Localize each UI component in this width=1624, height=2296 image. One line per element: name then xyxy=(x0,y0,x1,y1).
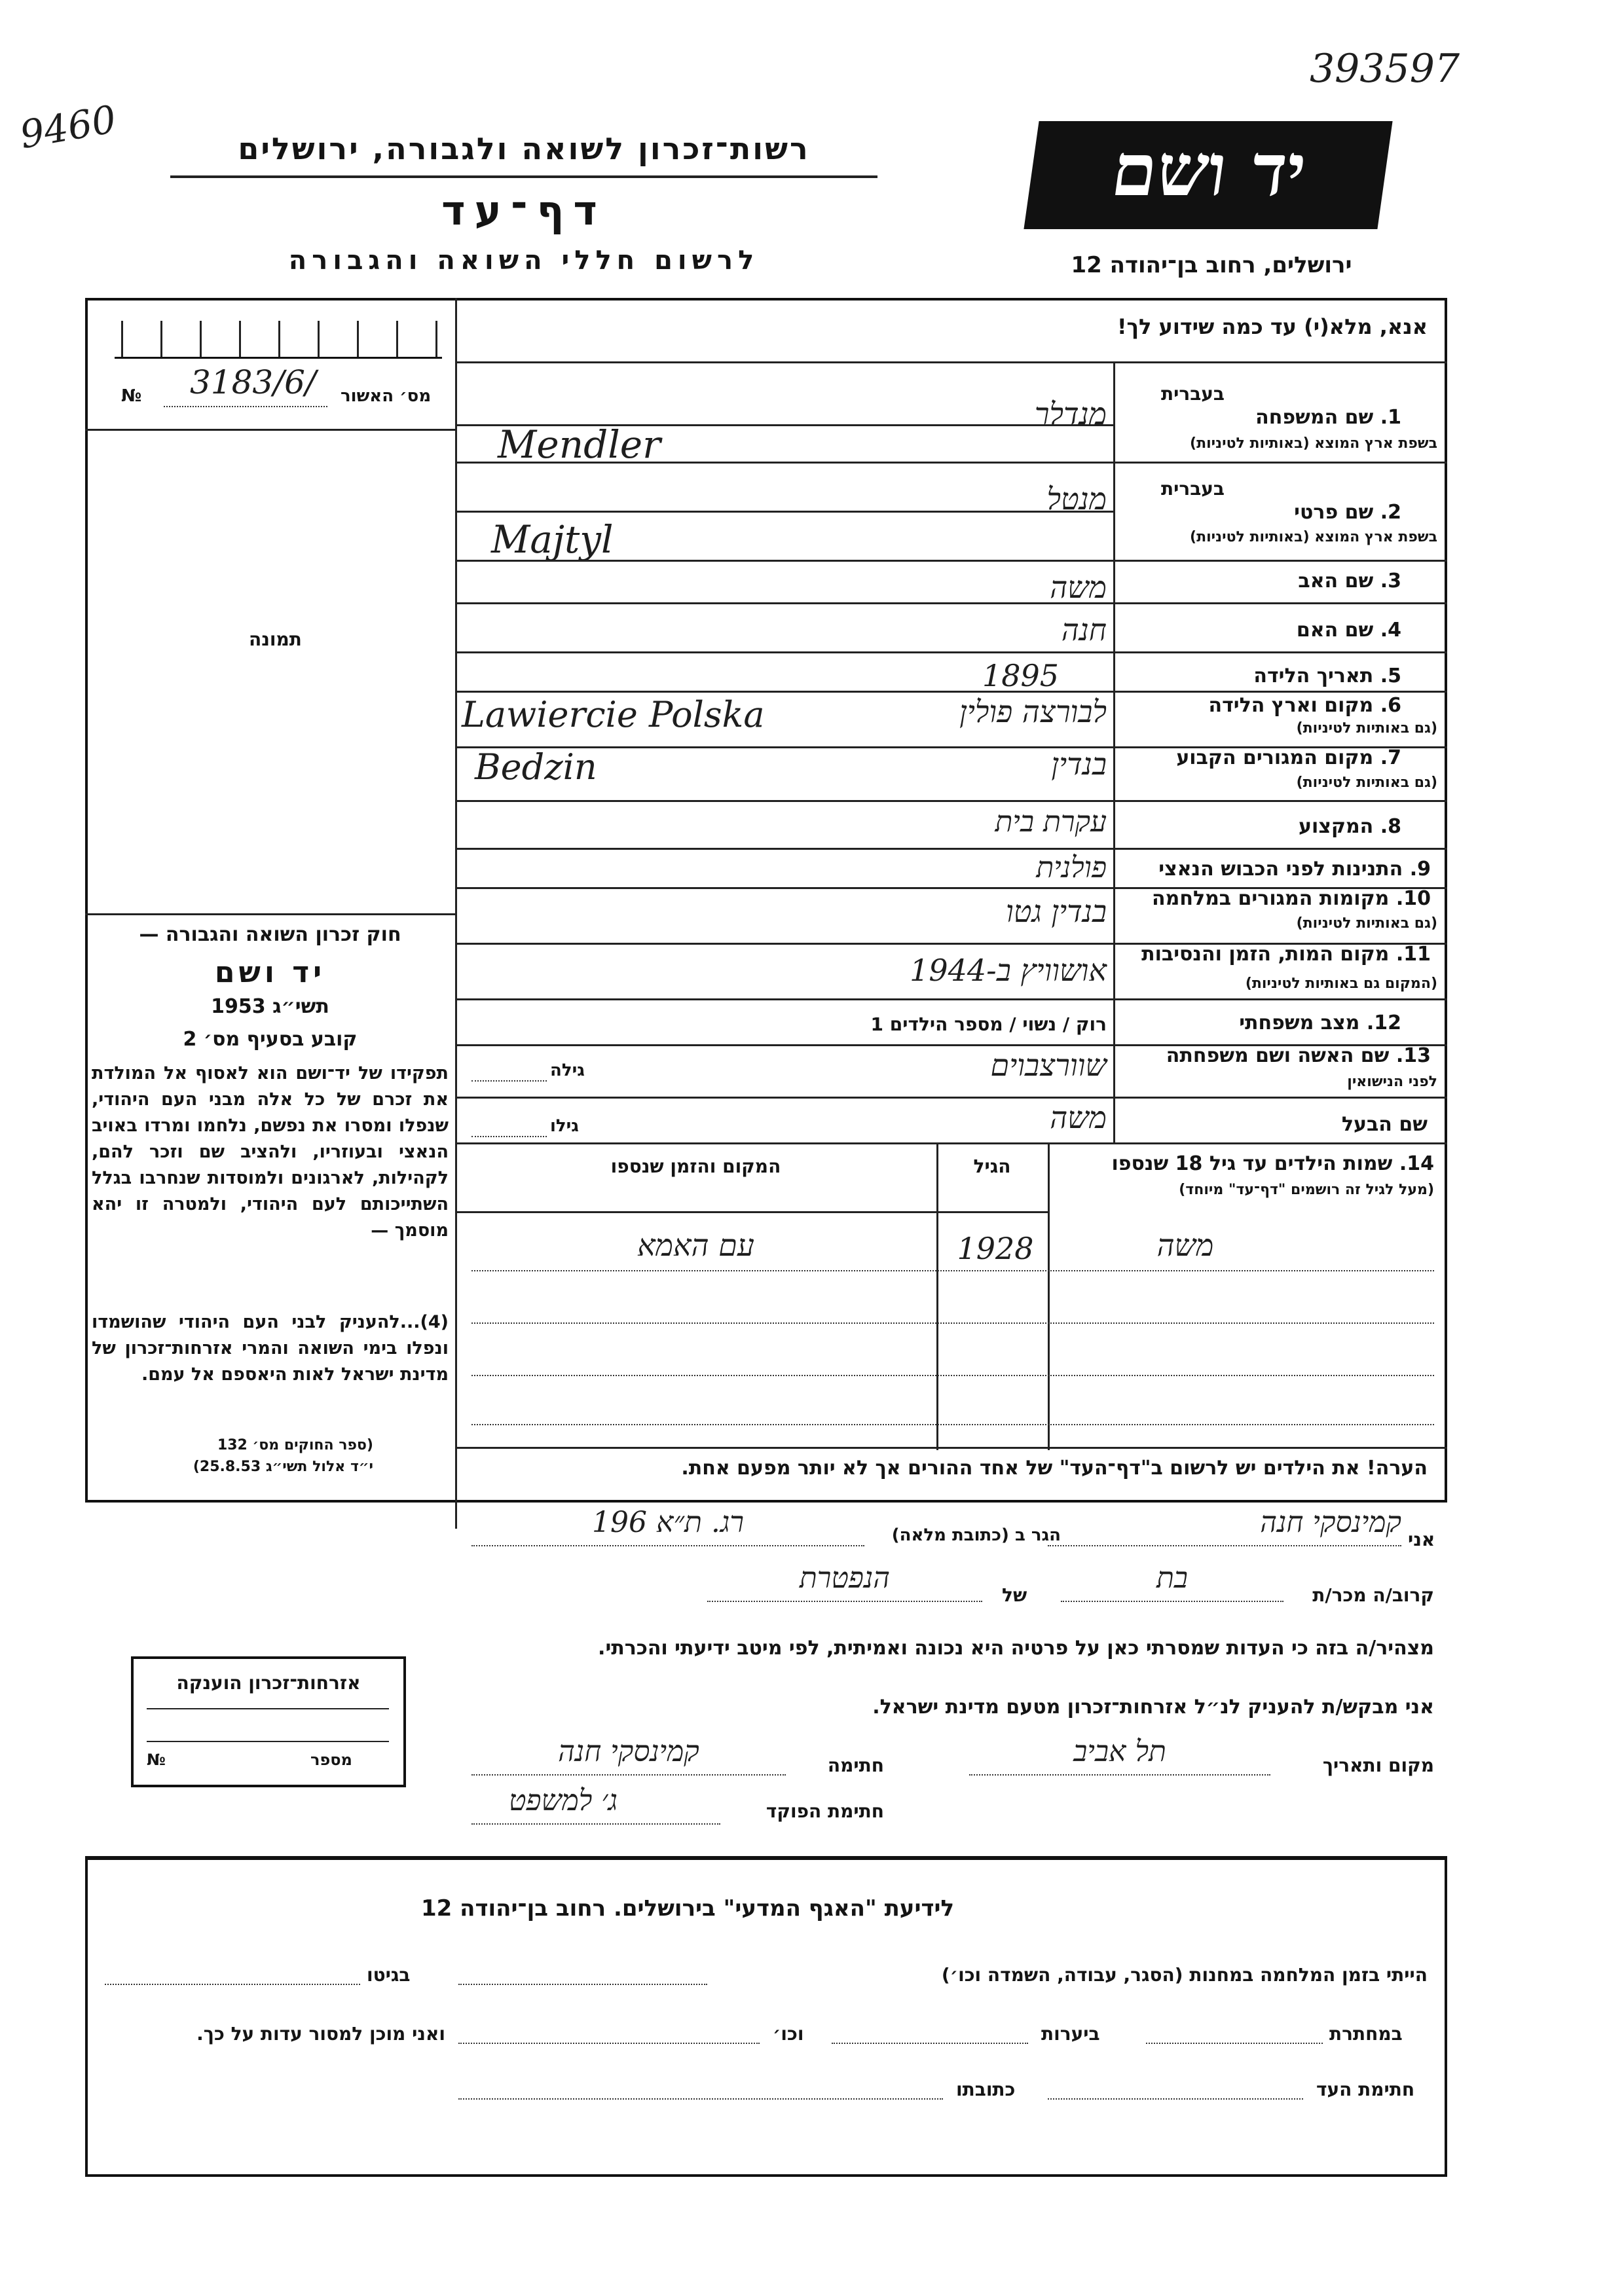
husband-label: שם הבעל xyxy=(1341,1113,1428,1136)
request-text: אני מבקש/ת להעניק לנ״ל אזרחות־זכרון מטעם מדינת ישראל. xyxy=(872,1696,1434,1719)
field-13-label: 13. שם האשה ושם משפחתה xyxy=(1166,1044,1431,1067)
official-signature: ג׳ למשפט xyxy=(508,1784,618,1817)
stamp-no-sign: № xyxy=(147,1751,166,1769)
child-1-name: משה xyxy=(1156,1228,1214,1263)
field-10-value: בנדין גטו xyxy=(1005,894,1107,929)
place-date-label: מקום ותאריך xyxy=(1322,1755,1434,1776)
left-column-divider xyxy=(455,298,457,1529)
org-line: רשות־זכרון לשואה ולגבורה, ירושלים xyxy=(238,131,810,166)
signature-value: קמינסקי חנה xyxy=(558,1735,699,1768)
children-place-header: המקום והזמן שנספו xyxy=(610,1156,781,1177)
etc-label: וכו׳ xyxy=(773,2023,804,2045)
field-12-value: רוק / נשוי / מספר הילדים 1 xyxy=(870,1013,1107,1035)
field-7-latin-value: Bedzin xyxy=(475,746,597,788)
law-source-2: י״ד אלול תשי״ג 25.8.53) xyxy=(193,1459,373,1475)
field-1-label: 1. שם המשפחה xyxy=(1255,406,1401,429)
field-2-hebrew-value: מנטל xyxy=(1046,481,1107,517)
field-7-rule xyxy=(455,800,1447,802)
doc-title: דף־עד xyxy=(441,187,606,234)
child-1-age: 1928 xyxy=(957,1231,1034,1266)
note-text: הערה! את הילדים יש לרשום ב"דף־העד" של אחד ההורים אך לא יותר מפעם אחת. xyxy=(681,1457,1428,1480)
relation-line xyxy=(1061,1601,1283,1602)
law-heading: חוק זכרון השואה והגבורה — xyxy=(139,923,401,946)
in-hebrew-label-1: בעברית xyxy=(1160,383,1225,405)
child-1-place: עם האמא xyxy=(637,1228,754,1263)
field-6-label: 6. מקום וארץ הלידה xyxy=(1208,694,1401,717)
etc-line xyxy=(458,2043,760,2044)
relation-value: בת xyxy=(1156,1561,1189,1595)
witness-signature-line xyxy=(1048,2098,1303,2100)
law-name: יד ושם xyxy=(214,956,326,989)
field-4-value: חנה xyxy=(1061,612,1107,647)
place-date-line xyxy=(969,1774,1270,1776)
place-date-value: תל אביב xyxy=(1073,1735,1166,1768)
signature-line xyxy=(471,1774,786,1776)
field-11-sub: (המקום גם באותיות לטיניות) xyxy=(1245,975,1437,992)
field-11-rule xyxy=(455,998,1447,1000)
witness-address-line xyxy=(458,2098,943,2100)
field-5-label: 5. תאריך הלידה xyxy=(1253,665,1401,687)
relation-label: קרוב/ה מכר/ת xyxy=(1312,1584,1434,1606)
yad-vashem-logo xyxy=(1024,121,1392,229)
official-line xyxy=(471,1823,720,1825)
law-box-top-rule xyxy=(85,913,455,915)
husband-rule xyxy=(455,1142,1447,1144)
intro-text: אנא, מלא(י) עד כמה שידוע לך! xyxy=(1116,314,1428,339)
margin-mark: 9460 xyxy=(16,96,120,158)
declarant-address: רג. ת״א 196 xyxy=(591,1506,745,1539)
field-1-latin-value: Mendler xyxy=(498,422,661,467)
footer-line1-fill xyxy=(458,1984,707,1985)
stamp-line-1 xyxy=(147,1708,389,1709)
field-8-rule xyxy=(455,848,1447,850)
ghetto-line xyxy=(105,1984,360,1985)
field-9-value: פולנית xyxy=(1036,851,1107,884)
field-8-value: עקרת בית xyxy=(995,805,1107,839)
law-section: קובע בסעיף מס׳ 2 xyxy=(183,1028,358,1051)
law-body: תפקידו של יד־ושם הוא לאסוף אל המולדת את זכרם של כל אלה מבני העם היהודי, שנפלו ומסרו את נפשם, נלחמו ומרדו באויב הנאצי ובעוזריו, ולהציב שם וזכר להם, לקהילות, לארגונים ולמוסדות שנחרבו בגלל השתייכותם לעם היהודי, ולמטרה זו יהא מוסמך — xyxy=(92,1063,449,1241)
witness-address-label: כתובתו xyxy=(956,2079,1016,2100)
field-3-rule xyxy=(455,602,1447,604)
field-3-value: משה xyxy=(1050,570,1107,605)
in-hebrew-label-2: בעברית xyxy=(1160,478,1225,500)
underground-line xyxy=(1146,2043,1323,2044)
of-line xyxy=(707,1601,982,1602)
children-sub: (מעל לגיל זה רושמים "דף־עד" מיוחד) xyxy=(1179,1182,1434,1198)
law-source-1: (ספר החוקים מס׳ 132 xyxy=(217,1437,373,1453)
field-2-label: 2. שם פרטי xyxy=(1294,501,1401,524)
children-row-line-3 xyxy=(471,1375,1434,1376)
children-label: 14. שמות הילדים עד גיל 18 שנספו xyxy=(1111,1152,1434,1175)
address: ירושלים, רחוב בן־יהודה 12 xyxy=(1071,252,1352,278)
of-name: הנפטרת xyxy=(799,1561,891,1595)
field-13-rule xyxy=(455,1097,1447,1099)
field-13-age-label: גילה xyxy=(550,1061,585,1080)
of-label: של xyxy=(1002,1584,1027,1606)
children-row-line-4 xyxy=(471,1424,1434,1425)
ghetto-label: בגיטו xyxy=(367,1964,411,1986)
husband-value: משה xyxy=(1050,1100,1107,1135)
declarant-address-line xyxy=(471,1545,864,1546)
children-col-divider-1 xyxy=(1048,1142,1050,1450)
field-5-value: 1895 xyxy=(982,658,1060,693)
husband-age-line xyxy=(471,1136,547,1137)
field-1-hebrew-value: מנדלר xyxy=(1034,396,1107,431)
field-2-rule-b xyxy=(455,560,1447,562)
approval-no-sign: № xyxy=(121,386,142,406)
children-row-line-1 xyxy=(471,1270,1434,1271)
field-5-rule xyxy=(455,691,1447,693)
field-2-latin-value: Majtyl xyxy=(491,517,614,562)
children-col-divider-2 xyxy=(936,1142,938,1450)
children-header-rule xyxy=(455,1211,1048,1213)
footer-heading: לידיעת "האגף המדעי" בירושלים. רחוב בן־יהודה 12 xyxy=(420,1895,955,1922)
field-4-label: 4. שם האם xyxy=(1296,619,1401,642)
declaration-text: מצהיר/ה בזה כי העדות שמסרתי כאן על פרטיה היא נכונה ואמיתית, לפי מיטב ידיעתי והכרתי. xyxy=(598,1637,1434,1660)
field-10-label: 10. מקומות המגורים במלחמה xyxy=(1152,887,1431,910)
witness-signature-label: חתימת העד xyxy=(1316,2079,1415,2100)
field-10-sub: (גם באותיות לטיניות) xyxy=(1296,915,1437,932)
field-11-label: 11. מקום המות, הזמן והנסיבות xyxy=(1141,943,1431,966)
field-12-label: 12. מצב משפחתי xyxy=(1239,1011,1401,1034)
testimony-text: ואני מוכן למסור עדות על כך. xyxy=(196,2023,445,2045)
intro-divider xyxy=(455,361,1447,363)
archive-number: 393597 xyxy=(1310,46,1460,92)
declarant-i-label: אני xyxy=(1408,1529,1435,1550)
stamp-line-2 xyxy=(147,1741,389,1742)
field-1-sub: בשפת ארץ המוצא (באותיות לטיניות) xyxy=(1190,435,1437,452)
field-6-hebrew-value: לבורצה פולין xyxy=(959,694,1107,729)
law-year: תשי״ג 1953 xyxy=(211,995,329,1018)
declarant-name-line xyxy=(1048,1545,1401,1546)
header-underline xyxy=(170,175,877,178)
approval-label: מס׳ האשור xyxy=(341,386,432,406)
field-2-rule-a xyxy=(455,511,1113,513)
approval-tick-boxes xyxy=(115,321,442,359)
footer-line1: הייתי בזמן המלחמה במחנות (הסגר, עבודה, השמדה וכו׳) xyxy=(941,1964,1428,1986)
forests-line xyxy=(832,2043,1028,2044)
field-6-latin-value: Lawiercie Polska xyxy=(462,694,765,735)
stamp-title: אזרחות־זכרון הוענקה xyxy=(176,1672,361,1694)
field-4-rule xyxy=(455,651,1447,653)
field-9-label: 9. התנינות לפני הכבוש הנאצי xyxy=(1158,858,1431,881)
doc-subtitle: לרשום חללי השואה והגבורה xyxy=(288,246,760,276)
stamp-number-label: מספר xyxy=(310,1751,352,1769)
husband-age-label: גילו xyxy=(550,1116,579,1136)
field-13-sub: לפני הנישואין xyxy=(1347,1074,1437,1090)
forests-label: ביערות xyxy=(1041,2023,1100,2045)
field-7-hebrew-value: בנדין xyxy=(1051,746,1107,782)
logo-text: יד ושם xyxy=(1106,128,1312,212)
declarant-name: קמינסקי חנה xyxy=(1260,1506,1401,1539)
underground-label: במחתרת xyxy=(1329,2023,1403,2045)
approval-value: 3183/6/ xyxy=(190,363,316,401)
children-bottom-rule xyxy=(455,1447,1447,1449)
field-2-sub: בשפת ארץ המוצא (באותיות לטיניות) xyxy=(1190,529,1437,545)
field-11-value: אושוויץ ב-1944 xyxy=(910,953,1107,988)
children-row-line-2 xyxy=(471,1322,1434,1324)
field-7-label: 7. מקום המגורים הקבוע xyxy=(1176,746,1401,769)
stamp-box xyxy=(131,1656,406,1787)
label-column-divider xyxy=(1113,363,1115,1142)
official-label: חתימת הפוקד xyxy=(766,1800,884,1822)
signature-label: חתימה xyxy=(827,1755,884,1776)
field-6-sub: (גם באותיות לטיניות) xyxy=(1296,720,1437,737)
field-1-rule-b xyxy=(455,462,1447,464)
field-13-value: שוורצבוים xyxy=(990,1048,1107,1083)
field-3-label: 3. שם האב xyxy=(1298,570,1401,592)
photo-label: תמונה xyxy=(249,629,302,650)
approval-divider xyxy=(85,429,455,431)
field-7-sub: (גם באותיות לטיניות) xyxy=(1296,774,1437,791)
children-age-header: הגיל xyxy=(973,1156,1011,1177)
field-13-age-line xyxy=(471,1080,547,1082)
approval-dotted-line xyxy=(164,406,327,407)
declarant-resident-label: הגר ב (כתובת מלאה) xyxy=(891,1525,1061,1545)
law-clause: (4)...להעניק לבני העם היהודי שהושמדו ונפלו בימי השואה והמרי אזרחות־זכרון של מדינת ישראל לאות היאספם אל עמם. xyxy=(92,1312,449,1385)
field-8-label: 8. המקצוע xyxy=(1298,815,1401,838)
